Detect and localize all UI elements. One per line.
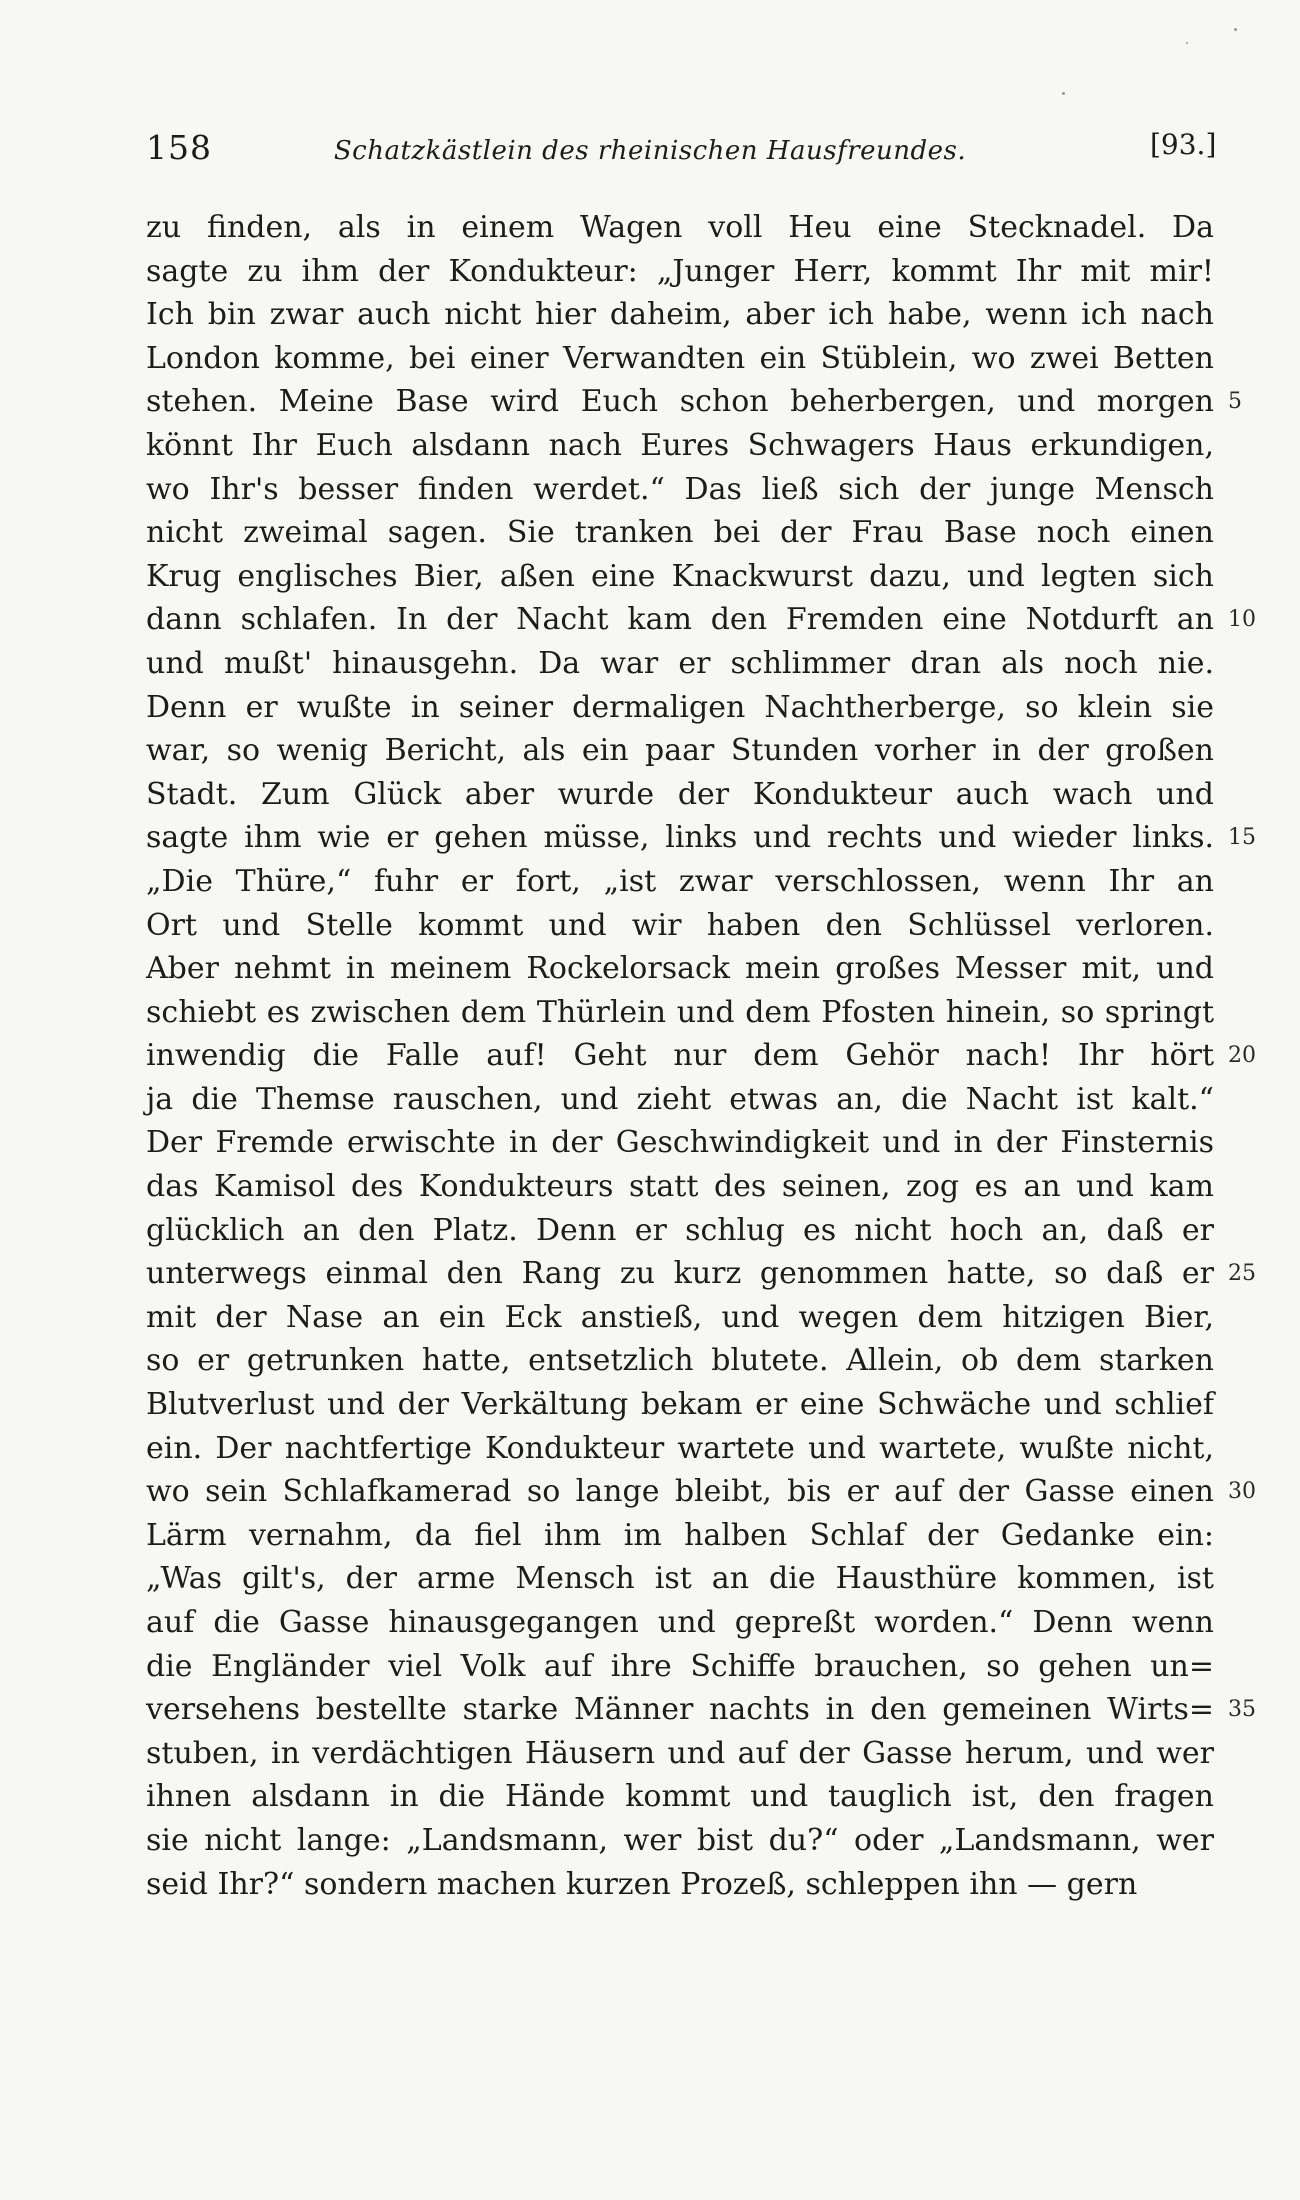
- text-line: [146, 991, 1214, 1035]
- text-line: [146, 1427, 1214, 1471]
- line-text: Krug englisches Bier, aßen eine Knackwurst dazu, und legten sich: [146, 558, 1214, 594]
- line-text: mit der Nase an ein Eck anstieß, und wegen dem hitzigen Bier,: [146, 1299, 1214, 1335]
- line-text: schiebt es zwischen dem Thürlein und dem Pfosten hinein, so springt: [146, 994, 1214, 1030]
- line-text: versehens bestellte starke Männer nachts in den gemeinen Wirts=: [146, 1692, 1214, 1728]
- text-line: [146, 1863, 1214, 1907]
- line-number: 20: [1228, 1043, 1256, 1069]
- line-text: wo sein Schlafkamerad so lange bleibt, bis er auf der Gasse einen: [146, 1474, 1214, 1510]
- line-text: Ort und Stelle kommt und wir haben den Schlüssel verloren.: [146, 907, 1214, 943]
- line-text: sagte ihm wie er gehen müsse, links und rechts und wieder links.: [146, 820, 1214, 856]
- line-text: nicht zweimal sagen. Sie tranken bei der Frau Base noch einen: [146, 515, 1214, 551]
- line-text: Der Fremde erwischte in der Geschwindigkeit und in der Finsternis: [146, 1125, 1214, 1161]
- page-number: 158: [146, 128, 212, 167]
- line-text: könnt Ihr Euch alsdann nach Eures Schwagers Haus erkundigen,: [146, 427, 1214, 463]
- text-line: [146, 729, 1214, 773]
- line-text: wo Ihr's besser finden werdet.“ Das ließ sich der junge Mensch: [146, 471, 1214, 507]
- text-line: [146, 206, 1214, 250]
- text-line: [146, 773, 1214, 817]
- line-text: unterwegs einmal den Rang zu kurz genommen hatte, so daß er: [146, 1256, 1214, 1292]
- body-text: [146, 206, 1256, 1906]
- line-text: dann schlafen. In der Nacht kam den Fremden eine Notdurft an: [146, 602, 1214, 638]
- text-line: [146, 468, 1214, 512]
- line-text: Lärm vernahm, da fiel ihm im halben Schlaf der Gedanke ein:: [146, 1517, 1214, 1553]
- text-line: [146, 1732, 1214, 1776]
- text-line: [146, 250, 1214, 294]
- text-line: [146, 1601, 1214, 1645]
- line-number: 35: [1228, 1697, 1256, 1723]
- line-text: stuben, in verdächtigen Häusern und auf der Gasse herum, und wer: [146, 1735, 1214, 1771]
- running-title: Schatzkästlein des rheinischen Hausfreundes.: [333, 136, 967, 166]
- line-text: Aber nehmt in meinem Rockelorsack mein großes Messer mit, und: [146, 951, 1214, 987]
- paper-speck: [1186, 42, 1188, 44]
- text-line: [146, 1252, 1256, 1296]
- line-text: das Kamisol des Kondukteurs statt des seinen, zog es an und kam: [146, 1169, 1214, 1205]
- line-text: zu finden, als in einem Wagen voll Heu eine Stecknadel. Da: [146, 210, 1214, 245]
- line-text: seid Ihr?“ sondern machen kurzen Prozeß, schleppen ihn — gern: [146, 1866, 1138, 1902]
- line-number: 5: [1228, 389, 1242, 415]
- line-text: ein. Der nachtfertige Kondukteur wartete und wartete, wußte nicht,: [146, 1430, 1214, 1466]
- line-text: so er getrunken hatte, entsetzlich blutete. Allein, ob dem starken: [146, 1343, 1214, 1379]
- line-text: war, so wenig Bericht, als ein paar Stunden vorher in der großen: [146, 733, 1214, 769]
- line-text: Blutverlust und der Verkältung bekam er eine Schwäche und schlief: [146, 1387, 1214, 1423]
- paper-speck: [1062, 92, 1065, 95]
- line-text: „Die Thüre,“ fuhr er fort, „ist zwar verschlossen, wenn Ihr an: [146, 863, 1214, 899]
- line-text: auf die Gasse hinausgegangen und gepreßt worden.“ Denn wenn: [146, 1605, 1214, 1640]
- text-line: [146, 555, 1214, 599]
- text-line: [146, 1557, 1214, 1601]
- text-line: [146, 598, 1256, 642]
- text-line: [146, 1775, 1214, 1819]
- text-line: [146, 1078, 1214, 1122]
- text-line: [146, 1121, 1214, 1165]
- text-line: [146, 1296, 1214, 1340]
- line-text: inwendig die Falle auf! Geht nur dem Gehör nach! Ihr hört: [146, 1038, 1214, 1074]
- text-line: [146, 1819, 1214, 1863]
- line-number: 15: [1228, 825, 1256, 851]
- text-line: [146, 860, 1214, 904]
- line-text: ja die Themse rauschen, und zieht etwas an, die Nacht ist kalt.“: [146, 1081, 1214, 1117]
- text-line: [146, 1645, 1214, 1689]
- text-line: [146, 1383, 1214, 1427]
- text-line: [146, 293, 1214, 337]
- text-line: [146, 1339, 1214, 1383]
- line-text: stehen. Meine Base wird Euch schon beherbergen, und morgen: [146, 384, 1214, 420]
- text-line: [146, 1514, 1214, 1558]
- line-number: 25: [1228, 1261, 1256, 1287]
- paper-speck: [1234, 28, 1237, 31]
- text-line: [146, 947, 1214, 991]
- line-text: Stadt. Zum Glück aber wurde der Kondukteur auch wach und: [146, 776, 1214, 812]
- text-line: [146, 511, 1214, 555]
- text-line: [146, 1470, 1256, 1514]
- text-line: [146, 686, 1214, 730]
- text-line: [146, 642, 1214, 686]
- line-number: 30: [1228, 1479, 1256, 1505]
- line-text: sie nicht lange: „Landsmann, wer bist du?“ oder „Landsmann, wer: [146, 1822, 1214, 1858]
- text-line: [146, 424, 1214, 468]
- line-text: sagte zu ihm der Kondukteur: „Junger Herr, kommt Ihr mit mir!: [146, 253, 1214, 289]
- text-line: [146, 816, 1256, 860]
- line-text: London komme, bei einer Verwandten ein Stüblein, wo zwei Betten: [146, 340, 1214, 376]
- line-text: ihnen alsdann in die Hände kommt und tauglich ist, den fragen: [146, 1779, 1214, 1815]
- text-line: [146, 1034, 1256, 1078]
- line-text: Denn er wußte in seiner dermaligen Nachtherberge, so klein sie: [146, 689, 1214, 725]
- text-line: [146, 380, 1242, 424]
- line-text: und mußt' hinausgehn. Da war er schlimmer dran als noch nie.: [146, 645, 1214, 681]
- line-text: glücklich an den Platz. Denn er schlug es nicht hoch an, daß er: [146, 1212, 1214, 1248]
- text-line: [146, 1165, 1214, 1209]
- line-number: 10: [1228, 607, 1256, 633]
- text-line: [146, 337, 1214, 381]
- text-line: [146, 1209, 1214, 1253]
- line-text: Ich bin zwar auch nicht hier daheim, aber ich habe, wenn ich nach: [146, 297, 1214, 333]
- text-line: [146, 1688, 1256, 1732]
- line-text: „Was gilt's, der arme Mensch ist an die Hausthüre kommen, ist: [146, 1561, 1214, 1597]
- text-line: [146, 904, 1214, 948]
- line-text: die Engländer viel Volk auf ihre Schiffe brauchen, so gehen un=: [146, 1648, 1214, 1684]
- page-reference: [93.]: [1150, 128, 1217, 161]
